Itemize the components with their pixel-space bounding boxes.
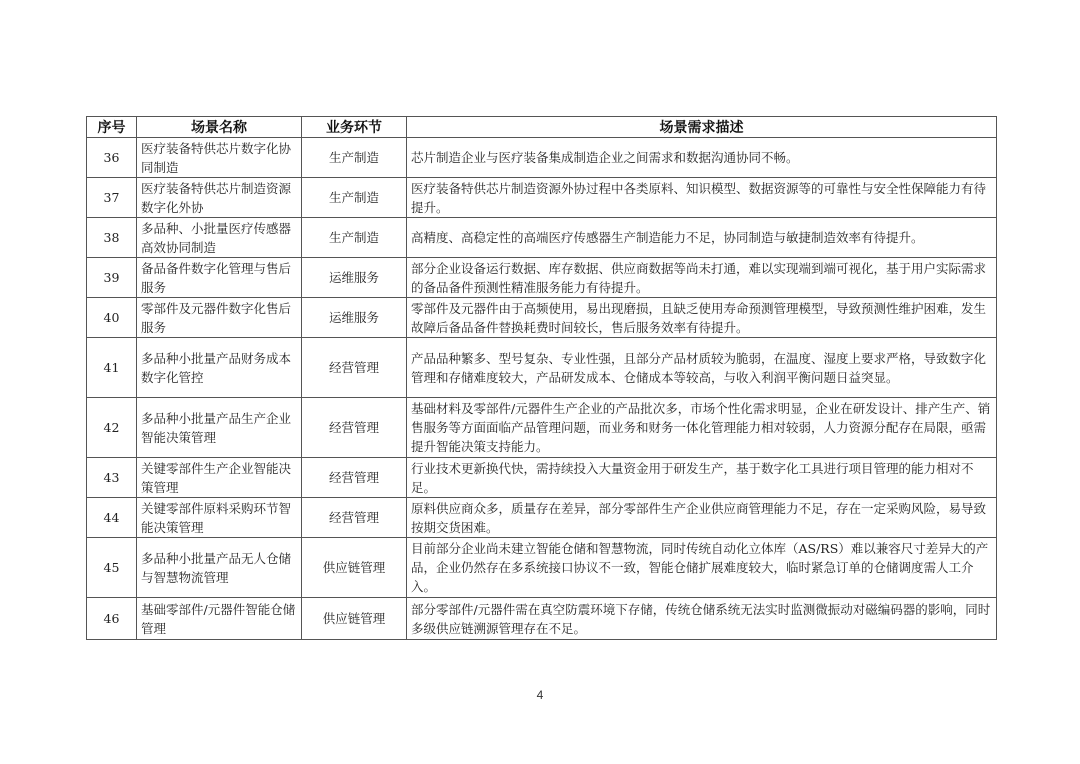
row-number: 44 [87, 498, 137, 538]
scene-name: 医疗装备特供芯片制造资源数字化外协 [137, 178, 302, 218]
header-row [87, 117, 997, 138]
business-stage: 经营管理 [302, 338, 407, 398]
table-header [87, 117, 997, 138]
table-row [87, 138, 997, 178]
scene-description: 原料供应商众多，质量存在差异，部分零部件生产企业供应商管理能力不足，存在一定采购风险，易导致按期交货困难。 [407, 498, 997, 538]
table-row [87, 458, 997, 498]
scene-description: 医疗装备特供芯片制造资源外协过程中各类原料、知识模型、数据资源等的可靠性与安全性保障能力有待提升。 [407, 178, 997, 218]
scene-name: 备品备件数字化管理与售后服务 [137, 258, 302, 298]
scene-table [86, 116, 997, 640]
table-row [87, 258, 997, 298]
header-desc: 场景需求描述 [407, 117, 997, 138]
business-stage: 经营管理 [302, 458, 407, 498]
row-number: 45 [87, 538, 137, 598]
scene-description: 芯片制造企业与医疗装备集成制造企业之间需求和数据沟通协同不畅。 [407, 138, 997, 178]
page-number: 4 [536, 688, 544, 702]
scene-description: 部分零部件/元器件需在真空防震环境下存储，传统仓储系统无法实时监测微振动对磁编码器的影响，同时多级供应链溯源管理存在不足。 [407, 598, 997, 640]
table-row [87, 538, 997, 598]
scene-description: 目前部分企业尚未建立智能仓储和智慧物流，同时传统自动化立体库（AS/RS）难以兼容尺寸差异大的产品，企业仍然存在多系统接口协议不一致，智能仓储扩展难度较大，临时紧急订单的仓储调度需人工介入。 [407, 538, 997, 598]
row-number: 39 [87, 258, 137, 298]
business-stage: 运维服务 [302, 258, 407, 298]
business-stage: 经营管理 [302, 498, 407, 538]
row-number: 46 [87, 598, 137, 640]
business-stage: 供应链管理 [302, 598, 407, 640]
table-row [87, 598, 997, 640]
scene-name: 零部件及元器件数字化售后服务 [137, 298, 302, 338]
table-row [87, 398, 997, 458]
scene-name: 多品种小批量产品生产企业智能决策管理 [137, 398, 302, 458]
table-body [87, 138, 997, 640]
business-stage: 供应链管理 [302, 538, 407, 598]
row-number: 41 [87, 338, 137, 398]
scene-name: 多品种小批量产品财务成本数字化管控 [137, 338, 302, 398]
scene-name: 关键零部件生产企业智能决策管理 [137, 458, 302, 498]
scene-name: 多品种小批量产品无人仓储与智慧物流管理 [137, 538, 302, 598]
header-name: 场景名称 [137, 117, 302, 138]
row-number: 43 [87, 458, 137, 498]
table-row [87, 498, 997, 538]
table-row [87, 298, 997, 338]
scene-name: 关键零部件原料采购环节智能决策管理 [137, 498, 302, 538]
scene-description: 行业技术更新换代快，需持续投入大量资金用于研发生产，基于数字化工具进行项目管理的能力相对不足。 [407, 458, 997, 498]
table-row [87, 338, 997, 398]
row-number: 42 [87, 398, 137, 458]
scene-description: 基础材料及零部件/元器件生产企业的产品批次多，市场个性化需求明显，企业在研发设计、排产生产、销售服务等方面面临产品管理问题，而业务和财务一体化管理能力相对较弱，人力资源分配存在局限，亟需提升智能决策支持能力。 [407, 398, 997, 458]
header-stage: 业务环节 [302, 117, 407, 138]
business-stage: 生产制造 [302, 218, 407, 258]
scene-description: 零部件及元器件由于高频使用，易出现磨损，且缺乏使用寿命预测管理模型，导致预测性维护困难，发生故障后备品备件替换耗费时间较长，售后服务效率有待提升。 [407, 298, 997, 338]
business-stage: 经营管理 [302, 398, 407, 458]
scene-name: 医疗装备特供芯片数字化协同制造 [137, 138, 302, 178]
scene-description: 部分企业设备运行数据、库存数据、供应商数据等尚未打通，难以实现端到端可视化，基于用户实际需求的备品备件预测性精准服务能力有待提升。 [407, 258, 997, 298]
row-number: 37 [87, 178, 137, 218]
business-stage: 运维服务 [302, 298, 407, 338]
header-num: 序号 [87, 117, 137, 138]
scene-description: 高精度、高稳定性的高端医疗传感器生产制造能力不足，协同制造与敏捷制造效率有待提升。 [407, 218, 997, 258]
business-stage: 生产制造 [302, 138, 407, 178]
row-number: 36 [87, 138, 137, 178]
table-row [87, 218, 997, 258]
scene-description: 产品品种繁多、型号复杂、专业性强，且部分产品材质较为脆弱，在温度、湿度上要求严格，导致数字化管理和存储难度较大，产品研发成本、仓储成本等较高，与收入利润平衡问题日益突显。 [407, 338, 997, 398]
scene-name: 基础零部件/元器件智能仓储管理 [137, 598, 302, 640]
table-row [87, 178, 997, 218]
business-stage: 生产制造 [302, 178, 407, 218]
scene-name: 多品种、小批量医疗传感器高效协同制造 [137, 218, 302, 258]
row-number: 40 [87, 298, 137, 338]
row-number: 38 [87, 218, 137, 258]
